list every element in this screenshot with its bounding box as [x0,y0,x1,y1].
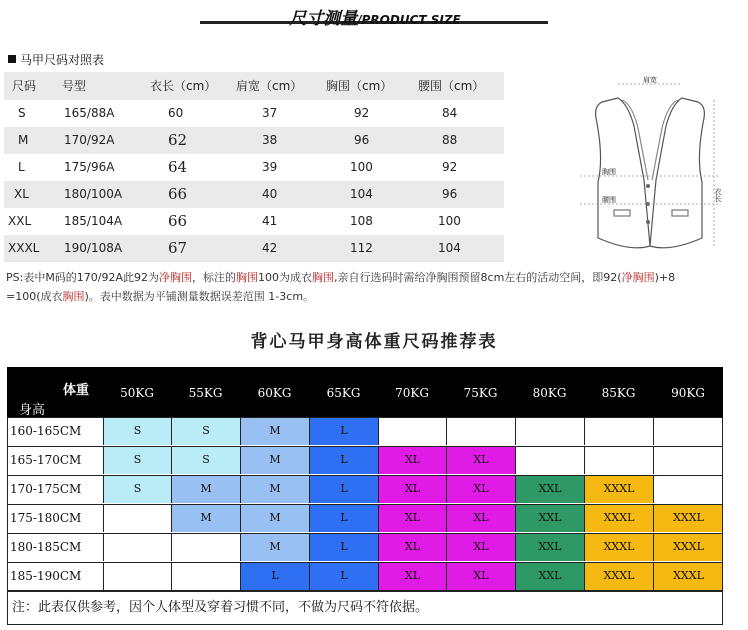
recommend-title: 背心马甲身高体重尺码推荐表 [250,332,498,352]
size-cell [171,562,240,590]
size-cell: L [240,562,309,590]
size-cell: L [309,533,378,561]
shoulder-label: 肩宽 [643,76,657,84]
size-cell: XXXL [653,533,723,561]
weight-column-header: 90KG [671,386,705,400]
size-cell: XL [378,446,446,474]
table-cell: XXXL [8,241,40,255]
table-cell: XL [14,187,29,201]
column-header: 号型 [62,79,87,93]
table-cell: 38 [262,133,278,147]
vest-table-row [4,181,504,208]
size-cell: XXL [515,533,584,561]
height-range-cell: 165-170CM [10,453,82,467]
size-cell: XL [446,533,515,561]
table-cell: 112 [350,241,373,255]
size-cell: L [309,504,378,532]
table-cell: 66 [168,212,188,230]
recommend-header-row [7,367,723,417]
row-divider [7,446,723,447]
table-cell: 62 [168,131,188,149]
table-cell: 96 [354,133,370,147]
table-cell: 104 [438,241,461,255]
table-cell: 100 [438,214,461,228]
chest-label: 胸围 [602,168,616,176]
vest-table-header [4,72,504,100]
recommend-table [7,367,723,591]
size-cell [515,417,584,445]
column-header: 尺码 [12,79,37,93]
table-cell: 60 [168,106,184,120]
size-cell: L [309,475,378,503]
row-divider [7,533,723,534]
weight-column-header: 70KG [395,386,429,400]
height-range-cell: 160-165CM [10,424,82,438]
table-cell: 92 [354,106,370,120]
weight-column-header: 55KG [188,386,223,400]
size-cell: XXXL [584,533,653,561]
weight-column-header: 85KG [601,386,636,400]
size-cell: XXL [515,504,584,532]
row-divider [7,504,723,505]
table-cell: 67 [168,239,188,257]
height-axis-label: 身高 [19,403,46,418]
size-cell: XL [378,562,446,590]
size-cell [653,417,723,445]
size-cell: M [240,475,309,503]
recommend-row [7,533,723,562]
size-cell: XL [446,562,515,590]
row-divider [7,562,723,563]
recommend-row [7,417,723,446]
vest-chart-title [8,51,104,68]
size-cell: XXL [515,562,584,590]
size-cell: S [171,417,240,445]
vest-table-row [4,235,504,262]
recommend-row [7,504,723,533]
height-range-cell: 170-175CM [10,482,82,496]
size-cell: XXXL [584,562,653,590]
vest-chart-title-text: 马甲尺码对照表 [20,53,105,67]
row-divider [7,475,723,476]
size-cell: XXXL [584,504,653,532]
size-cell: M [240,417,309,445]
table-cell: 100 [350,160,373,174]
recommend-footnote: 注：此表仅供参考，因个人体型及穿着习惯不同，不做为尺码不符依据。 [7,591,723,625]
column-header: 腰围（cm） [418,79,485,93]
page-title [240,4,510,29]
table-cell: 88 [442,133,458,147]
size-cell [103,533,171,561]
size-cell: S [103,417,171,445]
table-cell: 108 [350,214,373,228]
weight-axis-label: 体重 [63,383,90,398]
size-note: PS:表中M码的170/92A此92为净胸围，标注的胸围100为成衣胸围,亲自行选码时需给净胸围预留8cm左右的活动空间，即92(净胸围)+8 =100(成衣胸围)。表中数据为平铺测量数据误差范围 1-3cm。 [6,271,676,303]
size-cell: S [171,446,240,474]
size-cell: XL [446,446,515,474]
size-cell [103,562,171,590]
size-cell [103,504,171,532]
size-cell [515,446,584,474]
table-cell: 180/100A [64,187,123,201]
size-cell: XXXL [653,504,723,532]
table-cell: 39 [262,160,278,174]
size-cell: M [240,504,309,532]
table-cell: 175/96A [64,160,115,174]
size-cell: L [309,417,378,445]
table-cell: M [18,133,29,147]
size-cell: M [240,533,309,561]
size-cell: XL [378,504,446,532]
size-cell: L [309,562,378,590]
table-cell: 104 [350,187,373,201]
table-cell: 66 [168,185,188,203]
table-cell: 84 [442,106,458,120]
recommend-row [7,475,723,504]
weight-column-header: 65KG [326,386,361,400]
weight-column-header: 75KG [463,386,498,400]
waist-label: 腰围 [602,196,616,204]
table-cell: 42 [262,241,278,255]
square-bullet-icon [8,55,16,63]
size-cell: M [171,475,240,503]
table-cell: 170/92A [64,133,115,147]
column-header: 肩宽（cm） [236,79,303,93]
column-header: 胸围（cm） [326,79,393,93]
height-range-cell: 175-180CM [10,511,82,525]
table-cell: 185/104A [64,214,123,228]
size-cell: M [171,504,240,532]
size-cell [653,446,723,474]
weight-column-header: 80KG [532,386,567,400]
table-cell: 96 [442,187,458,201]
height-range-cell: 185-190CM [10,569,82,583]
size-cell [653,475,723,503]
size-cell: XXL [515,475,584,503]
table-cell: 37 [262,106,278,120]
vest-table-row [4,208,504,235]
height-range-cell: 180-185CM [10,540,82,554]
size-cell: XL [446,504,515,532]
size-cell: XL [378,475,446,503]
size-cell: XXXL [653,562,723,590]
table-cell: 165/88A [64,106,115,120]
column-header: 衣长（cm） [150,79,217,93]
table-cell: XXL [8,214,32,228]
size-cell: XL [446,475,515,503]
recommend-row [7,446,723,475]
vest-table-row [4,127,504,154]
title-chinese: 尺寸测量 [289,9,358,29]
table-cell: L [18,160,25,174]
weight-column-header: 50KG [120,386,154,400]
table-cell: 64 [168,158,188,176]
size-cell: S [103,475,171,503]
size-cell [584,417,653,445]
table-cell: 92 [442,160,458,174]
weight-column-header: 60KG [257,386,292,400]
table-cell: 190/108A [64,241,123,255]
vest-table-row [4,154,504,181]
size-cell [446,417,515,445]
vest-size-table [4,72,504,262]
title-english: /PRODUCT SIZE [357,13,461,27]
size-cell: S [103,446,171,474]
size-cell [584,446,653,474]
size-cell: XXXL [584,475,653,503]
size-cell [378,417,446,445]
size-cell: M [240,446,309,474]
vest-table-row [4,100,504,127]
size-cell [171,533,240,561]
size-cell: XL [378,533,446,561]
table-cell: 40 [262,187,278,201]
vest-diagram [560,70,740,270]
table-cell: 41 [262,214,278,228]
table-cell: S [18,106,26,120]
size-cell: L [309,446,378,474]
recommend-row [7,562,723,591]
length-label: 衣长 [714,188,722,202]
